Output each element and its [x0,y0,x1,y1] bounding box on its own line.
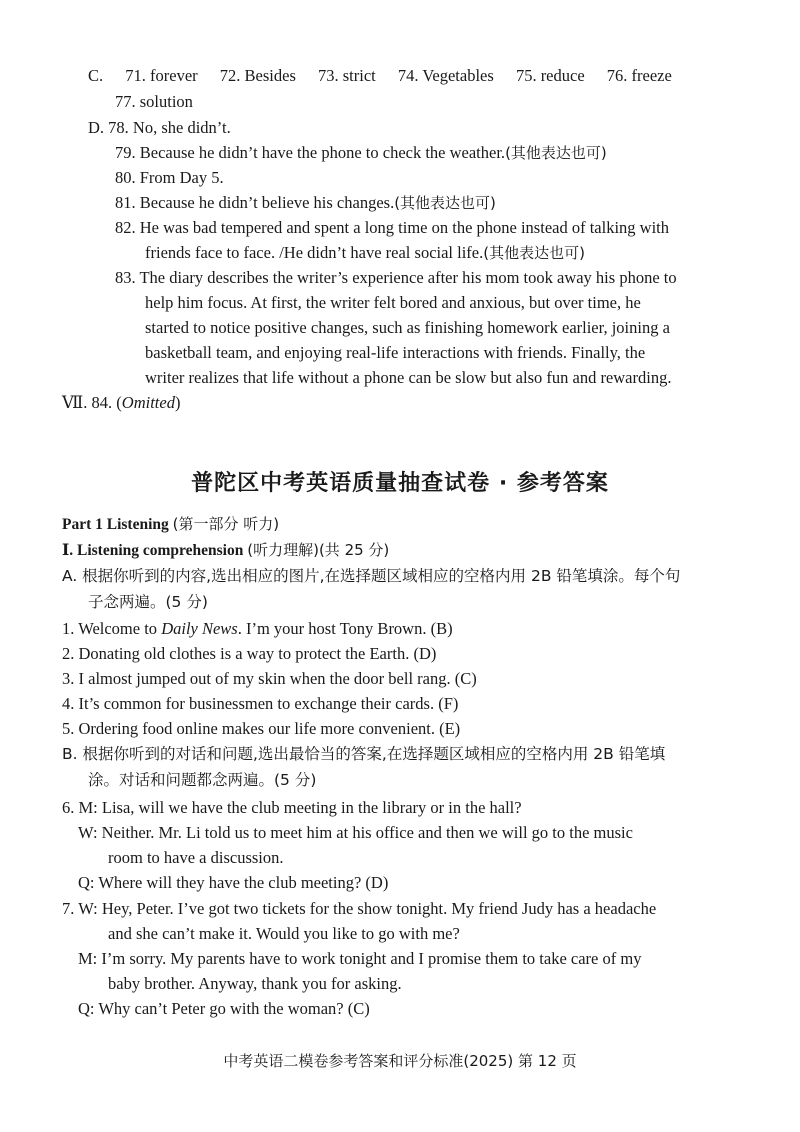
question-7-m-line-2: baby brother. Anyway, thank you for asking. [108,974,402,993]
section-b-instruction-line-2: 涂。对话和问题都念两遍。(5 分) [88,771,317,789]
question-7-q: Q: Why can’t Peter go with the woman? (C) [78,999,370,1018]
section-c-label: C. [88,66,104,85]
part-1-label: Part 1 Listening [62,516,169,533]
answer-73: 73. strict [318,66,376,85]
question-7-m-line-1: M: I’m sorry. My parents have to work tonight and I promise them to take care of my [78,949,642,968]
question-7-w-line-1: 7. W: Hey, Peter. I’ve got two tickets for the show tonight. My friend Judy has a headache [62,899,657,918]
answer-82-text: friends face to face. /He didn’t have real social life. [145,243,484,262]
omitted-text: Omitted [121,393,175,412]
section-7-answer-84 [62,390,180,415]
part-1-heading [62,512,279,537]
answer-83-line-2: help him focus. At first, the writer felt bored and anxious, but over time, he [145,293,641,312]
question-6-w-line-1: W: Neither. Mr. Li told us to meet him at his office and then we will go to the music [78,823,633,842]
question-6-m: 6. M: Lisa, will we have the club meeting in the library or in the hall? [62,798,522,817]
question-5: 5. Ordering food online makes our life more convenient. (E) [62,719,461,738]
answer-81-text: 81. Because he didn’t believe his changes. [115,193,395,212]
answer-79-note: (其他表达也可) [505,144,607,162]
question-4: 4. It’s common for businessmen to exchange their cards. (F) [62,694,459,713]
section-1-label: Ⅰ. Listening comprehension [62,542,244,559]
section-7-close: ) [174,393,181,412]
question-2: 2. Donating old clothes is a way to protect the Earth. (D) [62,644,437,663]
section-1-heading [62,538,389,563]
page-footer: 中考英语二模卷参考答案和评分标准(2025) 第 12 页 [223,1052,577,1070]
answer-79-text: 79. Because he didn’t have the phone to check the weather. [115,143,506,162]
answer-78-text: 78. No, she didn’t. [108,118,231,137]
section-a-instruction-line-2: 子念两遍。(5 分) [88,593,208,611]
answer-83-line-1: 83. The diary describes the writer’s experience after his mom took away his phone to [115,268,677,287]
question-7-w-line-2: and she can’t make it. Would you like to go with me? [108,924,460,943]
answer-72: 72. Besides [219,66,296,85]
q1-italic: Daily News [161,619,238,638]
answer-81-note: (其他表达也可) [394,194,496,212]
answer-77: 77. solution [115,92,193,111]
q1-pre: 1. Welcome to [62,619,162,638]
answer-82-note: (其他表达也可) [483,244,585,262]
answer-79 [115,140,607,166]
answer-82-line-1: 82. He was bad tempered and spent a long time on the phone instead of talking with [115,218,669,237]
answer-81 [115,190,496,216]
part-1-cn: (第一部分 听力) [172,515,280,533]
answer-74: 74. Vegetables [397,66,494,85]
answer-78 [88,115,231,140]
answer-83-line-4: basketball team, and enjoying real-life interactions with friends. Finally, the [145,343,646,362]
answer-76: 76. freeze [606,66,672,85]
section-d-label: D. [88,118,105,137]
answer-75: 75. reduce [515,66,585,85]
answer-83-line-3: started to notice positive changes, such as finishing homework earlier, joining a [145,318,670,337]
page-title: 普陀区中考英语质量抽查试卷 · 参考答案 [191,471,609,496]
q1-post: . I’m your host Tony Brown. (B) [237,619,453,638]
section-a-instruction-line-1: A. 根据你听到的内容,选出相应的图片,在选择题区域相应的空格内用 2B 铅笔填涂。每个句 [62,567,681,585]
question-6-q: Q: Where will they have the club meeting? (D) [78,873,389,892]
section-b-instruction-line-1: B. 根据你听到的对话和问题,选出最恰当的答案,在选择题区域相应的空格内用 2B 铅笔填 [62,745,666,763]
answer-80: 80. From Day 5. [115,168,224,187]
section-1-cn: (听力理解)(共 25 分) [247,541,390,559]
question-3: 3. I almost jumped out of my skin when the door bell rang. (C) [62,669,477,688]
answer-71: 71. forever [125,66,198,85]
answer-row-71-76 [88,63,690,88]
answer-82-line-2 [145,240,585,266]
question-1 [62,616,453,641]
section-7-label: Ⅶ. 84. ( [62,393,122,412]
answer-83-line-5: writer realizes that life without a phone can be slow but also fun and rewarding. [145,368,672,387]
question-6-w-line-2: room to have a discussion. [108,848,284,867]
